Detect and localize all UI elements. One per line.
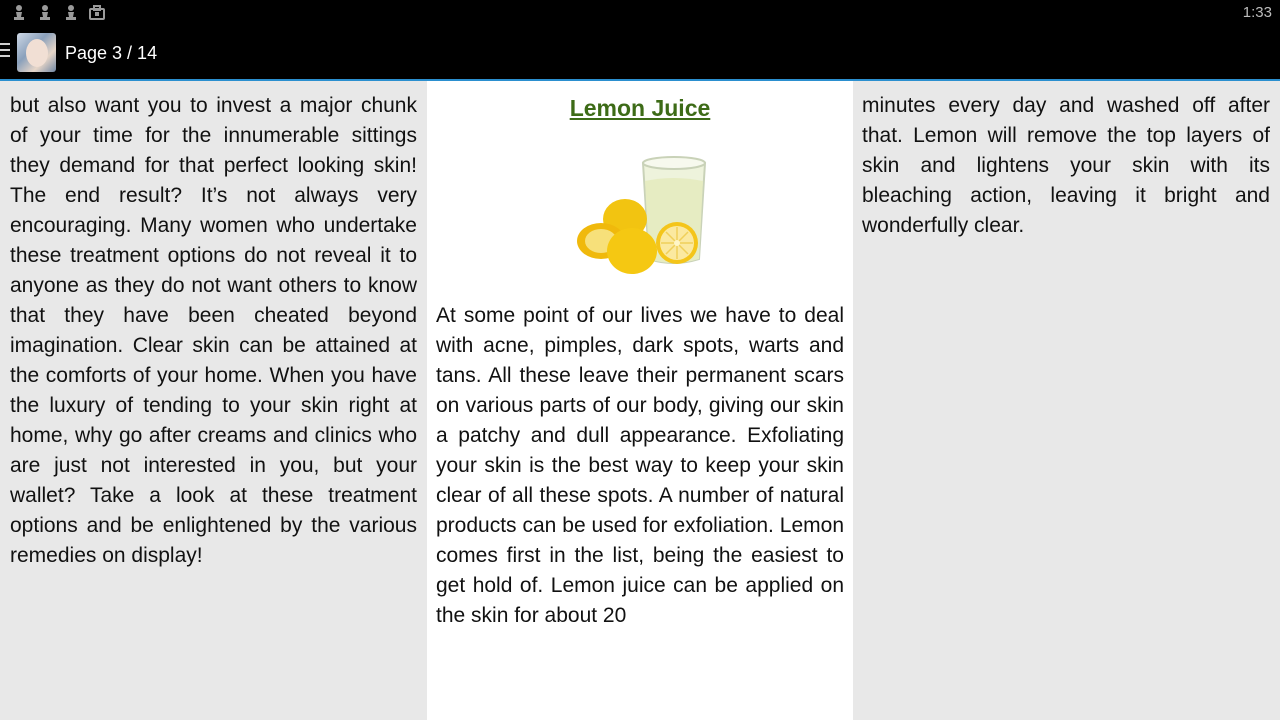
chess-pawn-icon [36, 4, 54, 22]
briefcase-icon [88, 4, 106, 22]
middle-page-column [427, 81, 853, 720]
left-paragraph: but also want you to invest a major chunk of your time for the innumerable sittings they demand for that perfect looking skin! The end result? It’s not always very encouraging. Many women who undertake these treatment options do not reveal it to anyone as they do not want others to know that they have been cheated beyond imagination. Clear skin can be attained at the comforts of your home. When you have the luxury of tending to your skin right at home, why go after creams and clinics who are just not interested in you, but your wallet? Take a look at these treatment options and be enlightened by the various remedies on display! [10, 94, 417, 567]
page-title: Page 3 / 14 [65, 43, 158, 63]
lemon-juice-image [565, 141, 715, 281]
status-time: 1:33 [1242, 4, 1272, 21]
left-page-column [0, 81, 427, 720]
avatar[interactable] [17, 33, 56, 72]
right-paragraph: minutes every day and washed off after that. Lemon will remove the top layers of skin and lightens your skin with its bleaching action, leaving it bright and wonderfully clear. [862, 94, 1270, 237]
status-bar [0, 0, 1280, 25]
middle-paragraph: At some point of our lives we have to deal with acne, pimples, dark spots, warts and tans. All these leave their permanent scars on various parts of our body, giving our skin a patchy and dull appearance. Exfoliating your skin is the best way to keep your skin clear of all these spots. A number of natural products can be used for exfoliation. Lemon comes first in the list, being the easiest to get hold of. Lemon juice can be applied on the skin for about 20 [436, 304, 844, 627]
section-heading: Lemon Juice [569, 95, 711, 121]
drawer-menu-icon[interactable] [0, 43, 10, 59]
action-bar [0, 25, 1280, 79]
notification-icons [10, 4, 106, 22]
chess-pawn-icon [62, 4, 80, 22]
right-page-column [853, 81, 1280, 720]
chess-pawn-icon [10, 4, 28, 22]
